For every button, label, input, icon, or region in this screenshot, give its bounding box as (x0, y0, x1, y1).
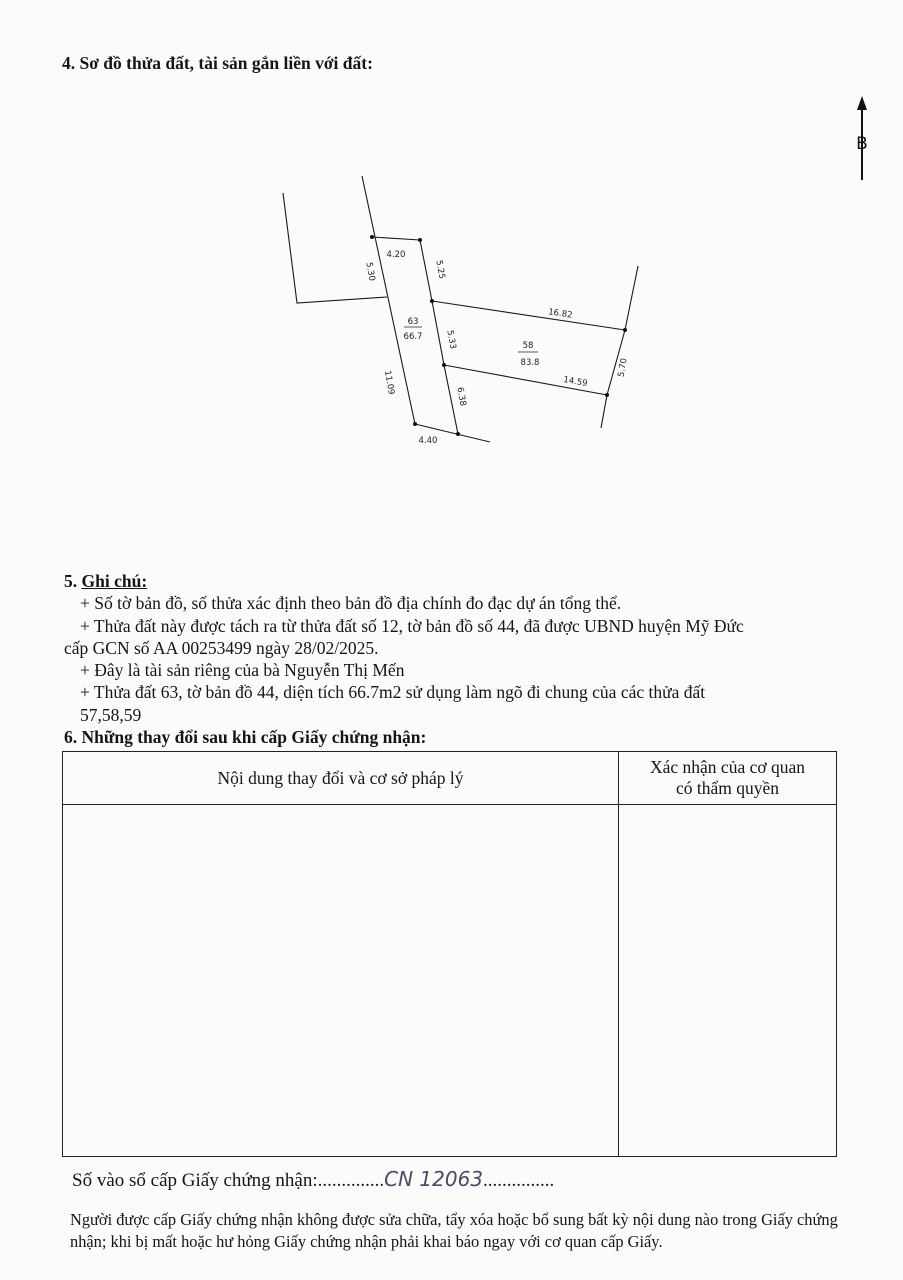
note-line-1: + Số tờ bản đồ, số thửa xác định theo bản đồ địa chính đo đạc dự án tổng thể. (80, 593, 622, 614)
dim-left-upper: 5.30 (363, 261, 377, 282)
dim-right-upper: 5.25 (433, 259, 447, 280)
notes-heading: 5. Ghi chú: (64, 571, 148, 591)
dim-right-lower: 6.38 (454, 386, 468, 407)
registration-number: CN 12063 (384, 1167, 484, 1191)
dim-left-lower: 11.09 (381, 369, 397, 396)
col-header-confirmation: Xác nhận của cơ quan có thẩm quyền (619, 752, 837, 805)
parcel-map (0, 0, 903, 560)
north-label: B (856, 134, 868, 154)
parcel-63-area: 66.7 (403, 332, 423, 342)
dim-bottom-58: 14.59 (562, 374, 589, 390)
changes-table-body (63, 805, 837, 1157)
changes-table (62, 751, 837, 1157)
dim-right-58: 5.70 (616, 357, 630, 378)
registration-label: Số vào sổ cấp Giấy chứng nhận: (72, 1170, 318, 1191)
notes-section (64, 570, 854, 726)
changes-confirmation-cell (619, 805, 837, 1157)
dim-top-edge: 4.20 (386, 250, 406, 260)
note-line-6: 57,58,59 (80, 704, 142, 725)
section-4-heading: 4. Sơ đồ thửa đất, tài sản gắn liền với đất: (62, 53, 373, 73)
note-line-3: cấp GCN số AA 00253499 ngày 28/02/2025. (64, 637, 379, 658)
col-header-content: Nội dung thay đổi và cơ sở pháp lý (63, 752, 619, 805)
note-line-2: + Thửa đất này được tách ra từ thửa đất số 12, tờ bản đồ số 44, đã được UBND huyện Mỹ Đức (80, 615, 744, 636)
dim-top-58: 16.82 (547, 307, 574, 321)
parcel-63-number: 63 (407, 317, 419, 327)
changes-content-cell (63, 805, 619, 1157)
changes-heading: 6. Những thay đổi sau khi cấp Giấy chứng nhận: (64, 727, 427, 747)
dim-bottom-edge: 4.40 (418, 436, 438, 446)
note-line-4: + Đây là tài sản riêng của bà Nguyễn Thị Mến (80, 660, 405, 681)
warning-text: Người được cấp Giấy chứng nhận không được sửa chữa, tẩy xóa hoặc bổ sung bất kỳ nội dung nào trong Giấy chứng nhận; khi bị mất hoặc hư hỏng Giấy chứng nhận phải khai báo ngay với cơ quan cấp Giấy. (70, 1210, 838, 1251)
changes-table-header (63, 752, 837, 805)
parcel-58-number: 58 (522, 341, 534, 351)
registration-line: Số vào sổ cấp Giấy chứng nhận:..............CN 12063............... (72, 1167, 555, 1191)
dim-inner-58: 5.33 (444, 329, 458, 350)
parcel-58-area: 83.8 (520, 358, 540, 368)
notes-title: Ghi chú: (81, 571, 148, 591)
note-line-5: + Thửa đất 63, tờ bản đồ 44, diện tích 66.7m2 sử dụng làm ngõ đi chung của các thửa đất (80, 682, 706, 703)
